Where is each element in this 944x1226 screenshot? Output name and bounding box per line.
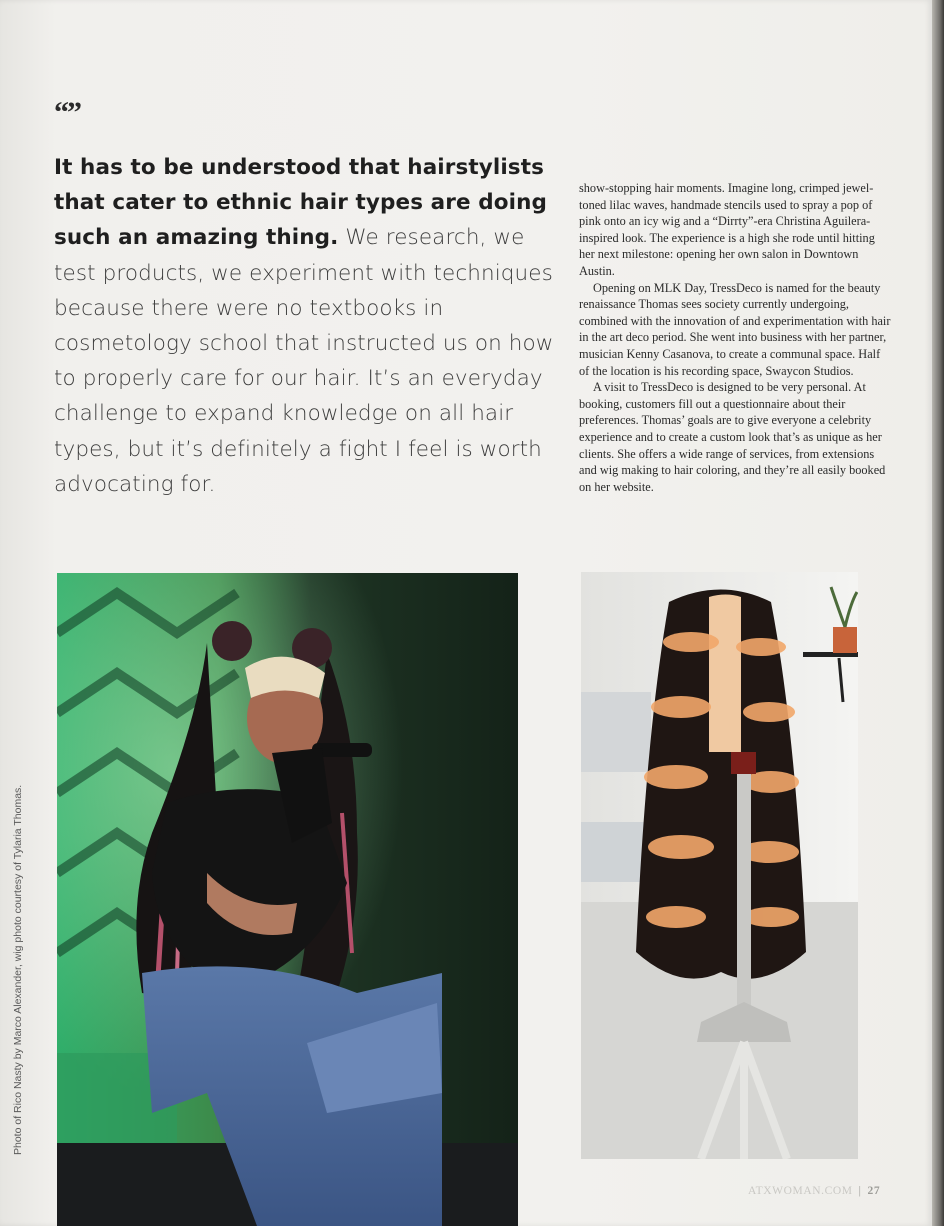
- wig-photo: [581, 572, 858, 1159]
- pull-quote: [54, 150, 554, 502]
- photo-credit: Photo of Rico Nasty by Marco Alexander, wig photo courtesy of Tylaria Thomas.: [12, 784, 24, 1155]
- page-footer: [748, 1185, 880, 1197]
- article-paragraph: A visit to TressDeco is designed to be very personal. At booking, customers fill out a questionnaire about their preferences. Thomas’ goals are to give everyone a celebrity experience and to create a custom look that’s as unique as her clients. She offers a wide range of services, from extensions and wig making to hair coloring, and they’re all easily booked on her website.: [579, 380, 886, 494]
- page-number: 27: [867, 1185, 881, 1197]
- article-body-column: [579, 180, 891, 495]
- pull-quote-rest: We research, we test products, we experiment with techniques because there were no textbooks in cosmetology school that instructed us on how to properly care for our hair. It’s an everyday challenge to expand knowledge on all hair types, but it’s definitely a fight I feel is worth advocating for.: [54, 225, 554, 497]
- concert-photo: [57, 573, 518, 1226]
- footer-site: ATXWOMAN.COM: [748, 1185, 853, 1197]
- article-paragraph: Opening on MLK Day, TressDeco is named for the beauty renaissance Thomas sees society currently undergoing, combined with the innovation of and experimentation with hair in the art deco period. She went into business with her partner, musician Kenny Casanova, to create a communal space. Half of the location is his recording space, Swaycon Studios.: [579, 280, 891, 378]
- pull-quote-lead: It has to be understood that hairstylists that cater to ethnic hair types are doing such an amazing thing.: [54, 155, 547, 251]
- article-paragraph: show-stopping hair moments. Imagine long, crimped jewel-toned lilac waves, handmade stencils used to spray a pop of pink onto an icy wig and a “Dirrty”-era Christina Aguilera-inspired look. The experience is a high she rode until hitting her next milestone: opening her own salon in Downtown Austin.: [579, 181, 875, 278]
- footer-separator: |: [858, 1185, 862, 1197]
- quote-mark-icon: “”: [54, 96, 80, 129]
- page-edge-shadow: [932, 0, 944, 1226]
